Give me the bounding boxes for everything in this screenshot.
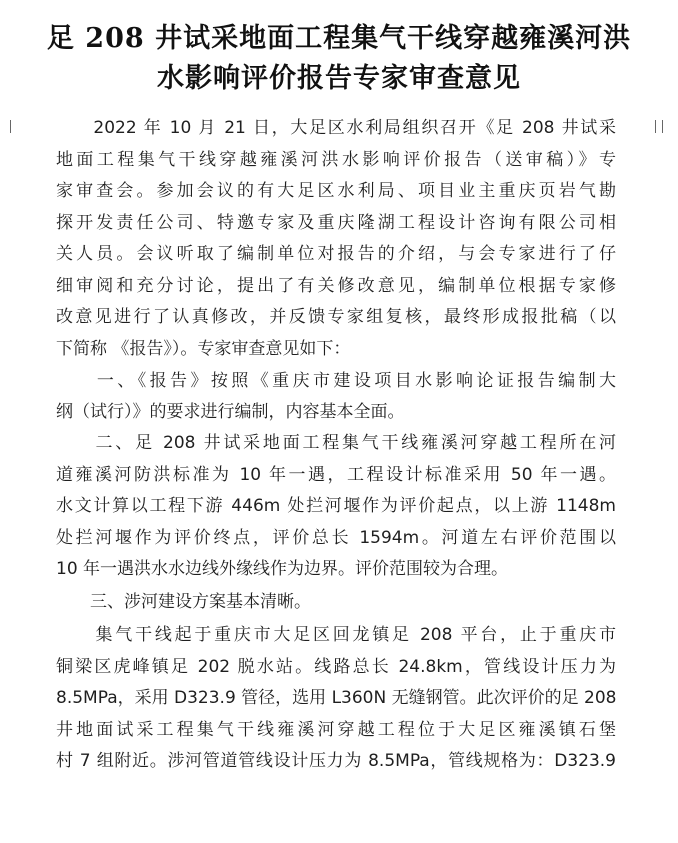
body-line: 家审查会。参加会议的有大足区水利局、项目业主重庆页岩气勘 (56, 181, 616, 201)
body-line: 细审阅和充分讨论，提出了有关修改意见，编制单位根据专家修 (56, 276, 616, 296)
body-line: 道雍溪河防洪标准为 10 年一遇，工程设计标准采用 50 年一遇。 (56, 465, 616, 485)
body-line: 地面工程集气干线穿越雍溪河洪水影响评价报告（送审稿）》专 (56, 150, 616, 170)
body-line: 水文计算以工程下游 446m 处拦河堰作为评价起点，以上游 1148m (56, 496, 616, 516)
margin-mark-right-2 (662, 120, 663, 133)
body-line: 2022 年 10 月 21 日，大足区水利局组织召开《足 208 井试采 (56, 118, 616, 138)
body-line: 探开发责任公司、特邀专家及重庆隆湖工程设计咨询有限公司相 (56, 213, 616, 233)
body-line: 8.5MPa，采用 D323.9 管径，选用 L360N 无缝钢管。此次评价的足 208 (56, 688, 617, 708)
document-title-line-2: 水影响评价报告专家审查意见 (157, 63, 521, 94)
margin-mark-right-1 (655, 120, 656, 133)
body-line: 处拦河堰作为评价终点，评价总长 1594m。河道左右评价范围以 (56, 528, 616, 548)
margin-mark-left (10, 120, 11, 133)
document-title-line-1: 足 208 井试采地面工程集气干线穿越雍溪河洪 (46, 23, 632, 54)
body-line: 集气干线起于重庆市大足区回龙镇足 208 平台，止于重庆市 (56, 625, 616, 645)
body-line: 关人员。会议听取了编制单位对报告的介绍，与会专家进行了仔 (56, 244, 616, 264)
body-line: 村 7 组附近。涉河管道管线设计压力为 8.5MPa，管线规格为：D323.9 (56, 751, 616, 771)
body-line: 改意见进行了认真修改，并反馈专家组复核，最终形成报批稿（以 (56, 307, 616, 327)
body-line: 一、《报告》按照《重庆市建设项目水影响论证报告编制大 (56, 371, 616, 391)
body-line: 10 年一遇洪水水边线外缘线作为边界。评价范围较为合理。 (56, 559, 509, 579)
body-line: 纲（试行）》的要求进行编制，内容基本全面。 (56, 402, 405, 422)
body-line: 下简称 《报告》）。专家审查意见如下： (56, 339, 351, 359)
body-line: 二、足 208 井试采地面工程集气干线雍溪河穿越工程所在河 (56, 433, 616, 453)
body-line: 三、涉河建设方案基本清晰。 (56, 592, 311, 612)
body-line: 铜梁区虎峰镇足 202 脱水站。线路总长 24.8km，管线设计压力为 (56, 657, 616, 677)
body-line: 井地面试采工程集气干线雍溪河穿越工程位于大足区雍溪镇石堡 (56, 720, 616, 740)
